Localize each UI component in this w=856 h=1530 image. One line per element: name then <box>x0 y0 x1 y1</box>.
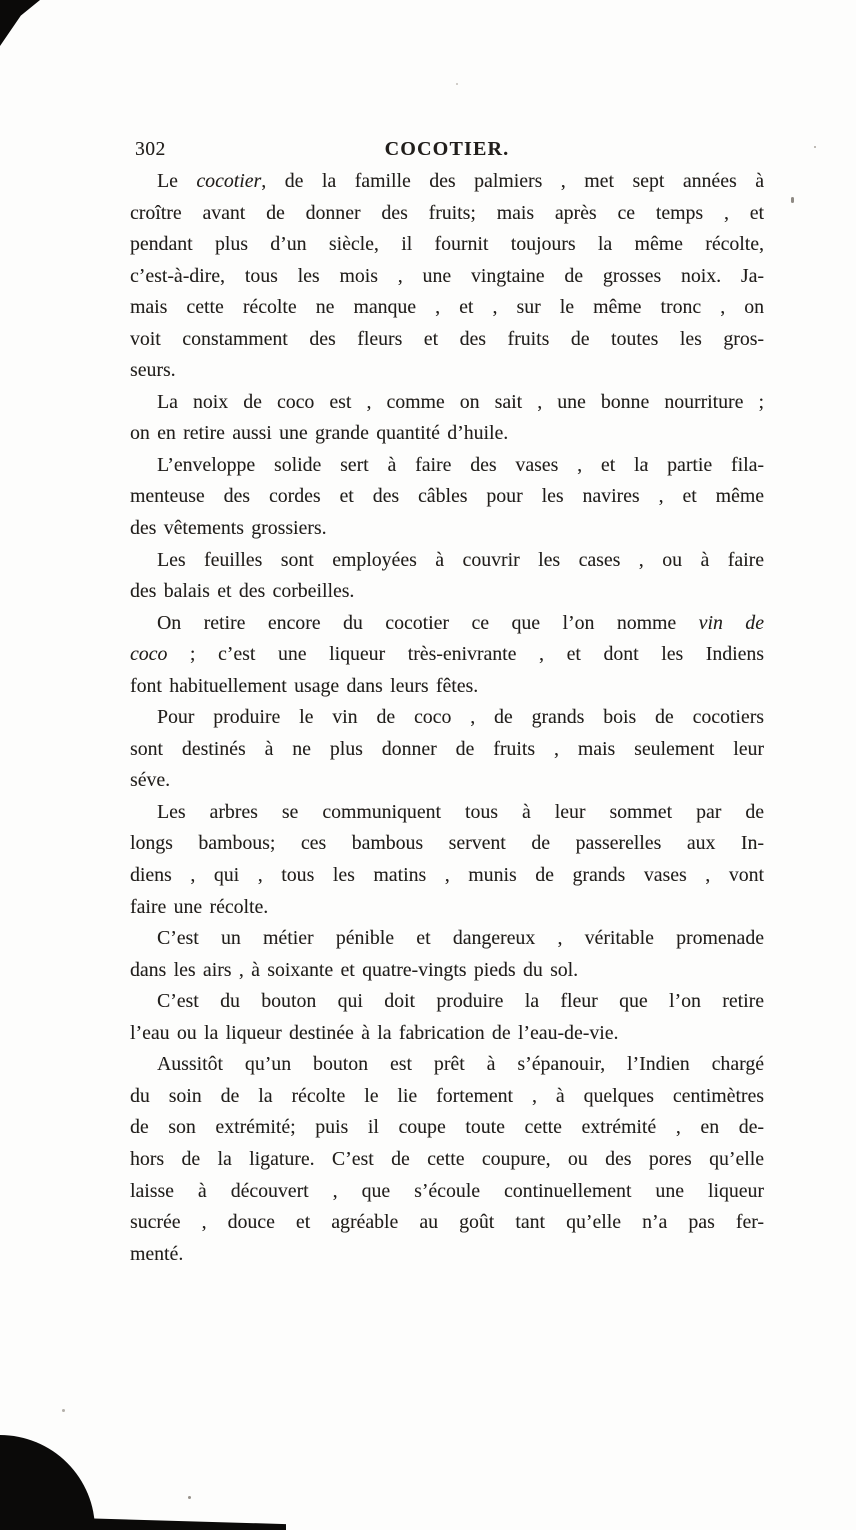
text-line: de son extrémité; puis il coupe toute cette extrémité , en de- <box>130 1116 764 1139</box>
text-line: c’est-à-dire, tous les mois , une vingtaine de grosses noix. Ja- <box>130 264 764 287</box>
text-line: dans les airs , à soixante et quatre-vingts pieds du sol. <box>130 958 579 981</box>
scan-speck <box>791 197 794 203</box>
page-header <box>130 138 764 162</box>
paragraph <box>130 545 764 608</box>
text-line: L’enveloppe solide sert à faire des vases , et la partie fila- <box>157 453 764 476</box>
text-line: On retire encore du cocotier ce que l’on nomme vin de <box>157 611 764 634</box>
text-line: C’est un métier pénible et dangereux , véritable promenade <box>157 927 764 950</box>
scan-artifact-corner-top-left <box>0 0 40 46</box>
scan-speck <box>814 146 816 148</box>
text-line: La noix de coco est , comme on sait , une bonne nourriture ; <box>157 390 764 413</box>
text-line: sont destinés à ne plus donner de fruits , mais seulement leur <box>130 737 764 760</box>
text-line: faire une récolte. <box>130 895 269 918</box>
paragraph <box>130 387 764 450</box>
paragraph <box>130 1049 764 1270</box>
text-line: des vêtements grossiers. <box>130 517 327 540</box>
text-line: Le cocotier, de la famille des palmiers , met sept années à <box>157 170 764 192</box>
text-block <box>130 166 764 1270</box>
paragraph <box>130 166 764 387</box>
scan-speck <box>188 1496 191 1499</box>
text-line: menté. <box>130 1242 184 1265</box>
text-line: hors de la ligature. C’est de cette coupure, ou des pores qu’elle <box>130 1147 764 1170</box>
paragraph <box>130 702 764 797</box>
text-line: Aussitôt qu’un bouton est prêt à s’épanouir, l’Indien chargé <box>157 1053 764 1076</box>
scan-speck <box>62 1409 65 1412</box>
text-line: C’est du bouton qui doit produire la fleur que l’on retire <box>157 990 764 1013</box>
text-line: Pour produire le vin de coco , de grands bois de cocotiers <box>157 706 764 729</box>
paragraph <box>130 608 764 703</box>
text-line: du soin de la récolte le lie fortement , à quelques centimètres <box>130 1084 764 1107</box>
page-number: 302 <box>135 139 166 160</box>
text-line: voit constamment des fleurs et des fruits de toutes les gros- <box>130 327 764 350</box>
text-line: des balais et des corbeilles. <box>130 580 355 603</box>
text-line: font habituellement usage dans leurs fêtes. <box>130 674 479 697</box>
text-line: l’eau ou la liqueur destinée à la fabrication de l’eau-de-vie. <box>130 1021 619 1044</box>
text-line: séve. <box>130 769 171 792</box>
scan-speck <box>456 83 458 85</box>
text-line: pendant plus d’un siècle, il fournit toujours la même récolte, <box>130 233 764 256</box>
text-line: sucrée , douce et agréable au goût tant qu’elle n’a pas fer- <box>130 1211 764 1234</box>
text-line: diens , qui , tous les matins , munis de grands vases , vont <box>130 864 764 887</box>
text-line: on en retire aussi une grande quantité d’huile. <box>130 422 509 445</box>
paragraph <box>130 923 764 986</box>
text-line: longs bambous; ces bambous servent de passerelles aux In- <box>130 832 764 855</box>
text-line: menteuse des cordes et des câbles pour les navires , et même <box>130 485 764 508</box>
text-line: Les feuilles sont employées à couvrir les cases , ou à faire <box>157 548 764 571</box>
text-line: coco ; c’est une liqueur très-enivrante , et dont les Indiens <box>130 643 764 666</box>
scan-artifact-bottom-streak <box>94 1516 286 1530</box>
paragraph <box>130 986 764 1049</box>
text-line: seurs. <box>130 359 176 382</box>
text-line: laisse à découvert , que s’écoule continuellement une liqueur <box>130 1179 764 1202</box>
paragraph <box>130 450 764 545</box>
scan-artifact-corner-bottom-left <box>0 1435 95 1530</box>
text-line: Les arbres se communiquent tous à leur sommet par de <box>157 800 764 823</box>
text-line: mais cette récolte ne manque , et , sur le même tronc , on <box>130 296 764 319</box>
paragraph <box>130 797 764 923</box>
running-title: COCOTIER. <box>384 138 510 160</box>
text-line: croître avant de donner des fruits; mais après ce temps , et <box>130 201 764 224</box>
